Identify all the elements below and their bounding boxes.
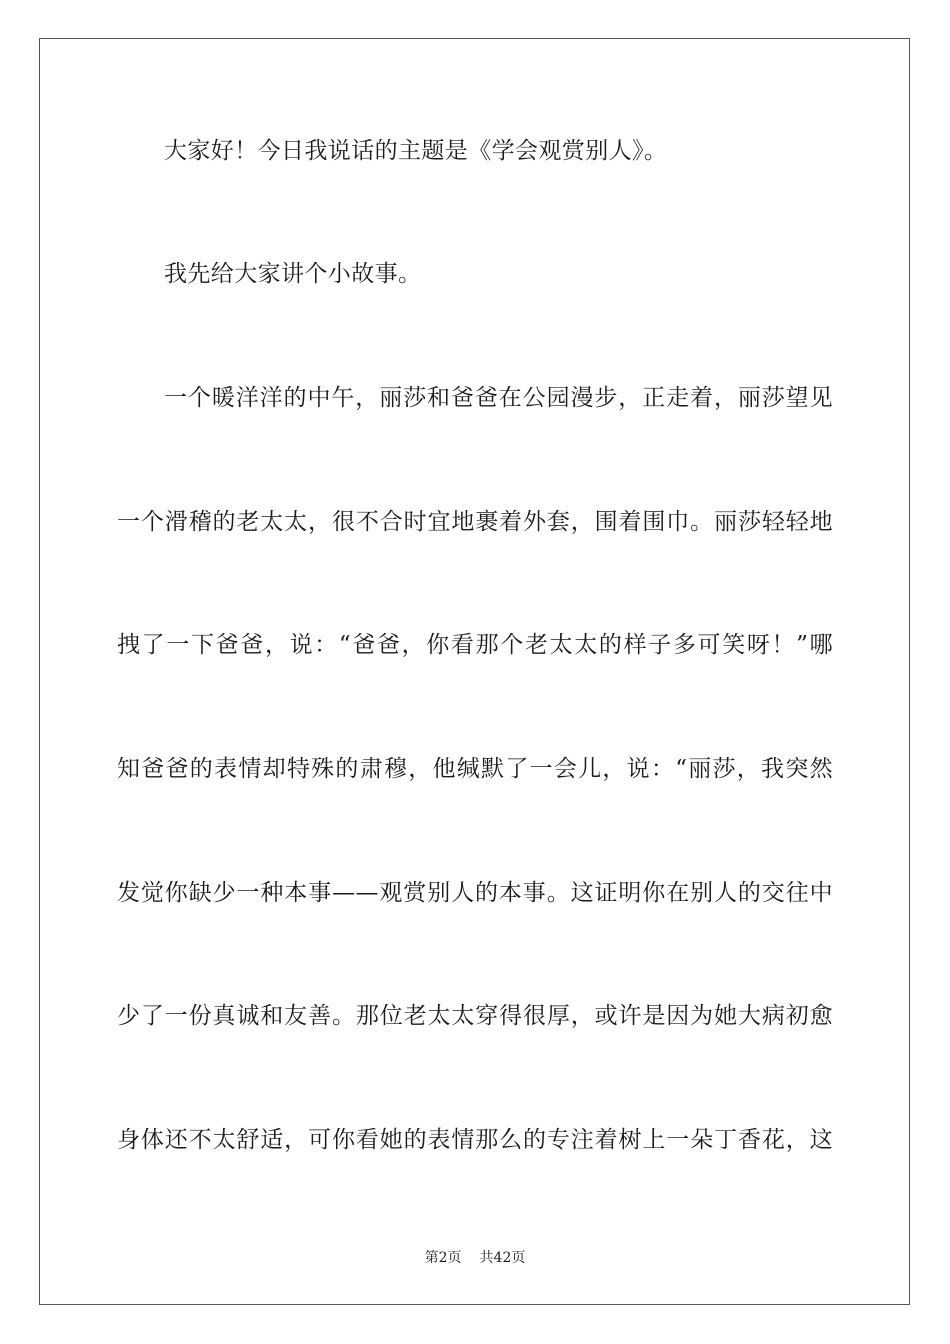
paragraph-line-5: 拽了一下爸爸，说：“爸爸，你看那个老太太的样子多可笑呀！”哪 [117,632,833,658]
paragraph-line-6: 知爸爸的表情却特殊的肃穆，他缄默了一会儿，说：“丽莎，我突然 [117,756,833,782]
paragraph-line-1: 大家好！今日我说话的主题是《学会观赏别人》。 [164,138,668,164]
page-footer [0,1249,950,1267]
paragraph-line-4: 一个滑稽的老太太，很不合时宜地裹着外套，围着围巾。丽莎轻轻地 [117,509,833,535]
page-number: 第2页 [424,1250,462,1266]
page-total: 共42页 [479,1250,526,1266]
paragraph-line-3: 一个暖洋洋的中午，丽莎和爸爸在公园漫步，正走着，丽莎望见 [164,385,833,411]
page-frame [39,38,910,1305]
paragraph-line-7: 发觉你缺少一种本事——观赏别人的本事。这证明你在别人的交往中 [117,880,833,906]
paragraph-line-2: 我先给大家讲个小故事。 [164,261,422,287]
paragraph-line-8: 少了一份真诚和友善。那位老太太穿得很厚，或许是因为她大病初愈 [117,1003,833,1029]
paragraph-line-9: 身体还不太舒适，可你看她的表情那么的专注着树上一朵丁香花，这 [117,1127,833,1153]
